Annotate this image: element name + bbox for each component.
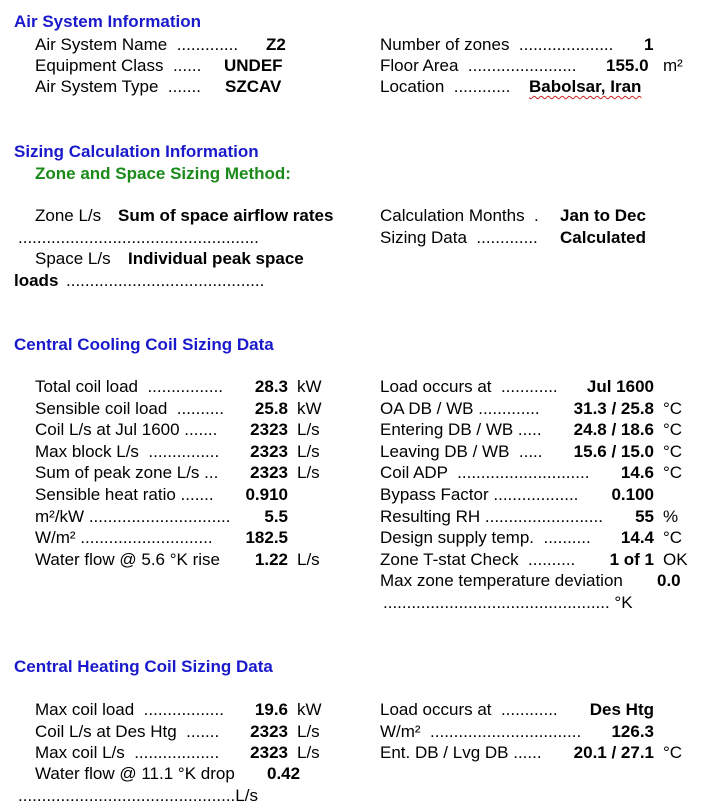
location-value: Babolsar, Iran: [529, 77, 642, 96]
sizing-data-label: Sizing Data .............: [380, 228, 538, 247]
cooling-left-row-value: 182.5: [245, 528, 288, 548]
cooling-left-row-label: Sum of peak zone L/s ...: [35, 463, 219, 483]
cooling-left-row-unit: kW: [297, 398, 322, 418]
heating-heading: Central Heating Coil Sizing Data: [14, 657, 273, 676]
floor-area-value: 155.0: [606, 56, 649, 75]
cooling-left-row-label: Sensible coil load ..........: [35, 398, 224, 418]
space-ls-value-cont: loads: [14, 271, 59, 290]
cooling-right-row-value: 15.6 / 15.0: [573, 441, 654, 461]
space-ls-dots: ..........................................: [66, 271, 265, 290]
cooling-right-row-label: Resulting RH .........................: [380, 506, 603, 526]
cooling-right-row-value: 0.100: [611, 485, 654, 504]
equipment-class-value: UNDEF: [224, 56, 283, 75]
number-of-zones-label: Number of zones ....................: [380, 35, 614, 54]
cooling-left-row-value: 5.5: [264, 506, 288, 526]
cooling-left-row-label: Sensible heat ratio .......: [35, 485, 214, 504]
floor-area-label: Floor Area .......................: [380, 56, 577, 75]
air-system-name-value: Z2: [266, 35, 286, 54]
cooling-left-row-value: 1.22: [254, 549, 288, 569]
heating-right-row-label: Ent. DB / Lvg DB ......: [380, 743, 542, 763]
cooling-right-row-label: Design supply temp. ..........: [380, 528, 591, 548]
cooling-right-row-label: Load occurs at ............: [380, 377, 558, 396]
cooling-left-row-label: W/m² ............................: [35, 528, 213, 548]
heating-left-row-value: 2323: [250, 721, 288, 741]
air-system-name-label: Air System Name .............: [35, 35, 239, 54]
cooling-left-row-label: m²/kW ..............................: [35, 506, 231, 526]
cooling-right-row-unit: °C: [663, 528, 683, 548]
heating-left-row-unit: L/s: [297, 743, 320, 763]
calc-months-value: Jan to Dec: [560, 206, 646, 225]
cooling-left-row-unit: L/s: [297, 463, 320, 483]
heating-left-row-unit: kW: [297, 700, 322, 719]
cooling-right-row-label: Coil ADP ............................: [380, 463, 590, 483]
sizing-method-heading: Zone and Space Sizing Method:: [35, 164, 291, 183]
air-system-type-label: Air System Type .......: [35, 77, 201, 96]
cooling-left-row-unit: L/s: [297, 441, 320, 461]
cooling-right-row-label: Bypass Factor ..................: [380, 485, 579, 504]
cooling-right-row-unit: °C: [663, 398, 683, 418]
cooling-left-row-value: 2323: [250, 441, 288, 461]
cooling-right-row-value: 14.4: [620, 528, 654, 548]
heating-right-row-value: 20.1 / 27.1: [573, 743, 654, 763]
cooling-right-row-value: 24.8 / 18.6: [573, 420, 654, 440]
heating-right-row-value: Des Htg: [589, 700, 654, 719]
cooling-left-row-label: Water flow @ 5.6 °K rise: [35, 549, 220, 569]
cooling-left-row-unit: L/s: [297, 420, 320, 440]
max-zone-deviation-dots: ................................................ °K: [383, 593, 633, 612]
cooling-right-row-unit: OK: [663, 549, 688, 569]
air-system-type-value: SZCAV: [225, 77, 282, 96]
zone-ls-dots: ...................................................: [18, 228, 259, 247]
sizing-heading: Sizing Calculation Information: [14, 142, 259, 161]
heating-left-row-value: 2323: [250, 743, 288, 763]
cooling-right-row-value: Jul 1600: [586, 377, 654, 396]
equipment-class-label: Equipment Class ......: [35, 56, 202, 75]
cooling-right-row-unit: °C: [663, 441, 683, 461]
cooling-left-row-unit: kW: [297, 377, 322, 396]
heating-left-row-label: Max coil load .................: [35, 700, 224, 719]
cooling-right-row-label: OA DB / WB .............: [380, 398, 540, 418]
air-system-heading: Air System Information: [14, 12, 202, 31]
heating-left-row-unit: L/s: [297, 721, 320, 741]
cooling-right-row-value: 14.6: [620, 463, 654, 483]
space-ls-label: Space L/s: [35, 249, 111, 268]
cooling-left-row-label: Max block L/s ...............: [35, 441, 220, 461]
number-of-zones-value: 1: [644, 35, 654, 54]
heating-right-row-value: 126.3: [611, 721, 654, 741]
heating-right-row-unit: °C: [663, 743, 683, 763]
heating-left-row-value: 19.6: [254, 700, 288, 719]
space-ls-value: Individual peak space: [128, 249, 304, 268]
heating-water-flow-value: 0.42: [267, 764, 301, 783]
cooling-left-row-unit: L/s: [297, 549, 320, 569]
cooling-right-row-value: 31.3 / 25.8: [573, 398, 654, 418]
cooling-left-row-value: 0.910: [245, 485, 288, 504]
location-label: Location ............: [380, 77, 511, 96]
calc-months-label: Calculation Months .: [380, 206, 539, 225]
cooling-left-row-value: 28.3: [254, 377, 288, 396]
cooling-right-row-unit: °C: [663, 463, 683, 483]
heating-left-row-label: Max coil L/s ..................: [35, 743, 220, 763]
heating-right-row-label: W/m² ................................: [380, 721, 582, 741]
cooling-right-row-label: Entering DB / WB .....: [380, 420, 542, 440]
cooling-left-row-label: Total coil load ................: [35, 377, 224, 396]
cooling-right-row-unit: °C: [663, 420, 683, 440]
cooling-right-row-label: Leaving DB / WB .....: [380, 441, 543, 461]
cooling-right-row-unit: %: [663, 506, 679, 526]
cooling-right-row-value: 1 of 1: [609, 549, 654, 569]
zone-ls-label: Zone L/s: [35, 206, 102, 225]
heating-right-row-label: Load occurs at ............: [380, 700, 558, 719]
cooling-heading: Central Cooling Coil Sizing Data: [14, 335, 274, 354]
sizing-data-value: Calculated: [560, 228, 646, 247]
heating-water-flow-dots: ..............................................L/s: [18, 786, 258, 805]
cooling-left-row-value: 25.8: [254, 398, 288, 418]
cooling-left-row-label: Coil L/s at Jul 1600 .......: [35, 420, 218, 440]
cooling-right-row-label: Zone T-stat Check ..........: [380, 549, 576, 569]
cooling-left-row-value: 2323: [250, 420, 288, 440]
zone-ls-value: Sum of space airflow rates: [118, 206, 334, 225]
heating-water-flow-label: Water flow @ 11.1 °K drop: [35, 764, 235, 783]
cooling-right-row-value: 55: [635, 506, 654, 526]
max-zone-deviation-value: 0.0: [657, 571, 681, 590]
max-zone-deviation-label: Max zone temperature deviation: [380, 571, 623, 590]
cooling-left-row-value: 2323: [250, 463, 288, 483]
heating-left-row-label: Coil L/s at Des Htg .......: [35, 721, 220, 741]
floor-area-unit: m²: [663, 56, 683, 75]
